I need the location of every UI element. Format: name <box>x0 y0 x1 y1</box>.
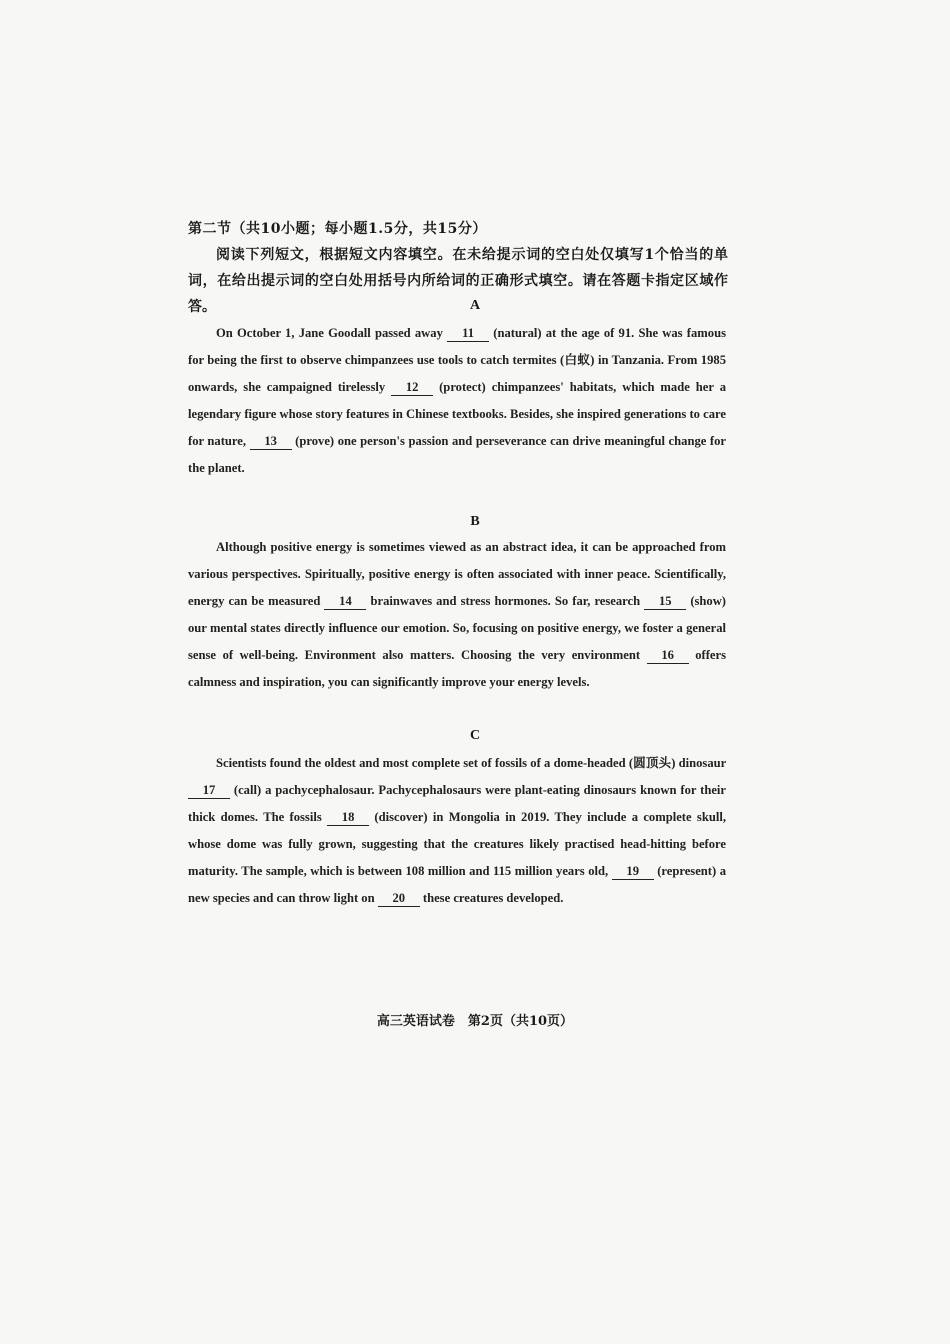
blank-17: 17 <box>188 782 230 799</box>
passage-b-text-4: offers calmness and inspiration, you can significantly improve your energy levels. <box>188 648 726 689</box>
passage-c <box>188 750 726 912</box>
passage-c-text-5: these creatures developed. <box>419 891 564 905</box>
passage-b-text-3: (show) our mental states directly influence our emotion. So, focusing on positive energy, we foster a general sense of well-being. Environment also matters. Choosing the very environment <box>188 594 727 662</box>
blank-14: 14 <box>324 593 366 610</box>
blank-15: 15 <box>644 593 686 610</box>
blank-18: 18 <box>327 809 369 826</box>
passage-c-text-1: Scientists found the oldest and most complete set of fossils of a dome-headed (圆顶头) dinosaur <box>216 756 726 770</box>
passage-c-text-4: (represent) a new species and can throw light on <box>188 864 727 905</box>
blank-12: 12 <box>391 379 433 396</box>
blank-19: 19 <box>612 863 654 880</box>
passage-a-text-1: On October 1, Jane Goodall passed away <box>216 326 448 340</box>
passage-a-text-2: (natural) at the age of 91. She was famous for being the first to observe chimpanzees use tools to catch termites (白蚁) in Tanzania. From 1985 onwards, she campaigned tirelessly <box>188 326 726 394</box>
instructions: 阅读下列短文，根据短文内容填空。在未给提示词的空白处仅填写1个恰当的单词，在给出提示词的空白处用括号内所给词的正确形式填空。请在答题卡指定区域作答。 <box>188 247 728 315</box>
blank-11: 11 <box>447 325 489 342</box>
passage-b-text-2: brainwaves and stress hormones. So far, research <box>366 594 645 608</box>
blank-13: 13 <box>250 433 292 450</box>
passage-b-text-1: Although positive energy is sometimes viewed as an abstract idea, it can be approached from various perspectives. Spiritually, positive energy is often associated with inner peace. Scientifically, energy can be measured <box>188 540 726 608</box>
passage-a-text-3: (protect) chimpanzees' habitats, which made her a legendary figure whose story features in Chinese textbooks. Besides, she inspired generations to care for nature, <box>188 380 727 448</box>
blank-20: 20 <box>378 890 420 907</box>
passage-c-text-3: (discover) in Mongolia in 2019. They include a complete skull, whose dome was fully grown, suggesting that the creatures likely practised head-hitting before maturity. The sample, which is between 108 million and 115 million years old, <box>188 810 726 878</box>
passage-b <box>188 534 726 696</box>
passage-a-text-4: (prove) one person's passion and perseverance can drive meaningful change for the planet. <box>188 434 726 475</box>
section-header: 第二节（共10小题；每小题1.5分，共15分） <box>188 221 487 237</box>
passage-a <box>188 320 726 482</box>
passage-a-label: A <box>469 298 481 313</box>
passage-c-label: C <box>469 728 481 743</box>
passage-b-label: B <box>470 514 480 529</box>
blank-16: 16 <box>647 647 689 664</box>
passage-c-text-2: (call) a pachycephalosaur. Pachycephalosaurs were plant-eating dinosaurs known for their thick domes. The fossils <box>188 783 726 824</box>
page-footer: 高三英语试卷 第2页（共10页） <box>376 1014 574 1029</box>
